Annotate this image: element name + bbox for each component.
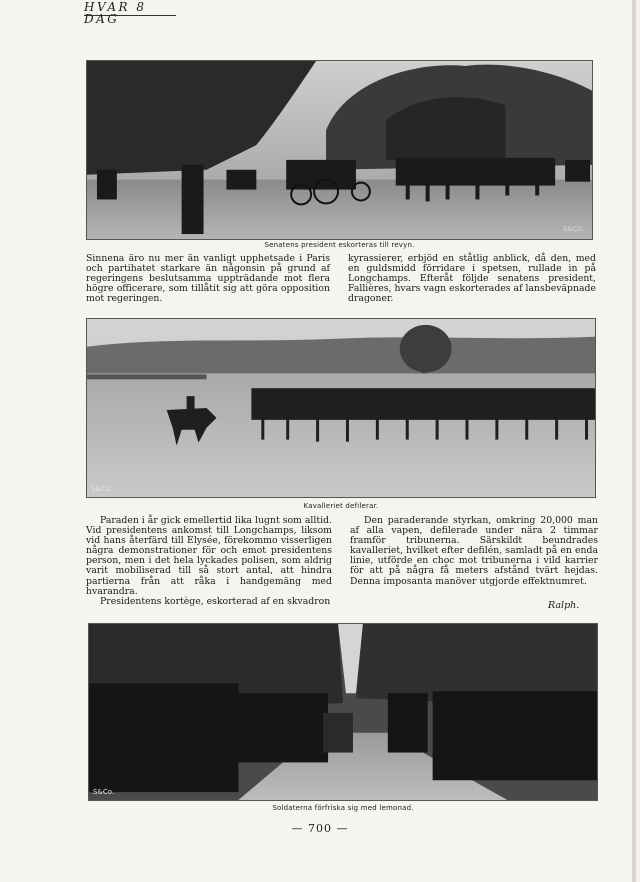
article-column-2-left xyxy=(86,516,332,607)
paragraph: Den paraderande styrkan, omkring 20,000 man af alla vapen, defilerade under nära 2 timmar framför tribunerna. Särskildt beundrades kavalleriet, hvilket efter defilén, samladt på en enda linie, utförde en choc mot tribunerna i vild karrier för att på några få meters afstånd tvärt hejdas. Denna imposanta manöver utgjorde effektnumret. xyxy=(350,515,598,587)
article-column-1-left xyxy=(86,254,330,304)
photo-cavalry-parade xyxy=(87,319,595,497)
photo-senate-president xyxy=(86,60,593,240)
photo-carriage-escort xyxy=(87,61,592,239)
photo-credit-1: S&Co. xyxy=(563,225,585,234)
photo-credit-3: S&Co. xyxy=(92,788,115,797)
caption-photo-3: Soldaterna förfriska sig med lemonad. xyxy=(272,804,414,812)
running-header: HVAR 8 DAG xyxy=(84,1,176,16)
article-column-2-right xyxy=(350,516,598,587)
page-number: — 700 — xyxy=(291,822,349,835)
paragraph: Paraden i år gick emellertid lika lugnt som alltid. Vid presidentens ankomst till Longchamps, liksom vid hans återfärd till Elysée, förekommo visserligen några demonstrationer för och emot presidentens person, men i det hela lyckades polisen, som aldrig varit mobiliserad till så stort antal, att hindra partierna från att råka i handgemäng med hvarandra. xyxy=(86,515,332,597)
article-column-1-right xyxy=(348,254,596,304)
photo-cavalry xyxy=(86,318,596,498)
paragraph: kyrassierer, erbjöd en ståtlig anblick, då den, med en guldsmidd förridare i spetsen, rullade in på Longchamps. Efteråt följde senatens president, Fallières, hvars vagn eskorterades af lansbeväpnade dragoner. xyxy=(348,253,596,305)
photo-credit-2: S&Co. xyxy=(90,485,113,494)
paragraph: Sinnena äro nu mer än vanligt upphetsade i Paris och partihatet starkare än någonsin på grund af regeringens beslutsamma uppträdande mot flera högre officerare, som tillåtit sig att göra opposition mot regeringen. xyxy=(86,253,330,305)
photo-soldiers-lemonade xyxy=(88,623,598,801)
photo-soldiers-resting xyxy=(89,624,597,800)
author-signature: Ralph. xyxy=(548,600,580,611)
caption-photo-1: Senatens president eskorteras till revyn. xyxy=(264,241,415,249)
paragraph: Presidentens kortège, eskorterad af en skvadron xyxy=(100,595,331,607)
caption-photo-2: Kavalleriet defilerar. xyxy=(303,502,379,510)
